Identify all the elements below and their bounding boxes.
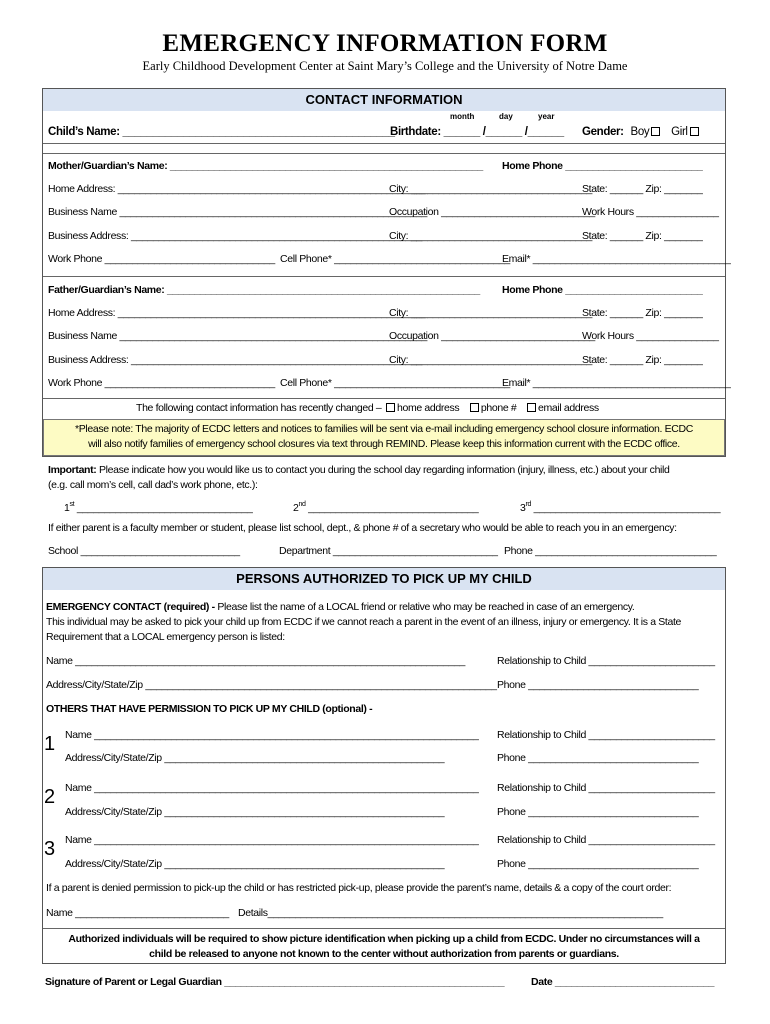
entry-3-relationship-field[interactable]: Relationship to Child _______________________ bbox=[497, 834, 715, 846]
ec-phone-field[interactable]: Phone _______________________________ bbox=[497, 679, 699, 691]
recently-changed-label: The following contact information has recently changed – bbox=[136, 402, 382, 414]
father-home-address-field[interactable]: Home Address: ________________________________________________________ bbox=[48, 307, 426, 319]
gender-field bbox=[582, 126, 701, 138]
mother-work-phone-field[interactable]: Work Phone _______________________________ bbox=[48, 253, 275, 265]
divider bbox=[43, 928, 725, 929]
mother-business-city-field[interactable]: City: _________________________________ bbox=[389, 230, 592, 242]
school-field[interactable]: School _____________________________ bbox=[48, 545, 240, 557]
secretary-phone-field[interactable]: Phone _________________________________ bbox=[504, 545, 717, 557]
emergency-contact-body: Please list the name of a LOCAL friend or relative who may be reached in case of an emergency. bbox=[214, 601, 635, 613]
others-heading: OTHERS THAT HAVE PERMISSION TO PICK UP MY CHILD (optional) - bbox=[46, 703, 373, 715]
second-sup: nd bbox=[298, 501, 306, 508]
mother-home-address-field[interactable]: Home Address: ________________________________________________________ bbox=[48, 183, 426, 195]
father-business-name-field[interactable]: Business Name ________________________________________________________ bbox=[48, 330, 427, 342]
father-business-city-field[interactable]: City: _________________________________ bbox=[389, 354, 592, 366]
entry-1-address-field[interactable]: Address/City/State/Zip ___________________________________________________ bbox=[65, 752, 445, 764]
father-work-phone-field[interactable]: Work Phone _______________________________ bbox=[48, 377, 275, 389]
mother-home-phone-field[interactable]: Home Phone _________________________ bbox=[502, 160, 703, 172]
father-work-hours-field[interactable]: Work Hours _______________ bbox=[582, 330, 719, 342]
email-notice bbox=[43, 419, 725, 456]
first-number: 1 bbox=[64, 502, 70, 514]
home-address-option: home address bbox=[396, 402, 460, 414]
father-business-address-field[interactable]: Business Address: _____________________________________________________ bbox=[48, 354, 422, 366]
contact-preference-1[interactable] bbox=[64, 501, 253, 514]
father-business-state-zip-field[interactable]: State: ______ Zip: _______ bbox=[582, 354, 703, 366]
year-label: year bbox=[538, 112, 555, 121]
denied-instruction: If a parent is denied permission to pick-up the child or has restricted pick-up, please provide the parent’s name, details & a copy of the court order: bbox=[46, 882, 672, 894]
denied-details-field[interactable]: Details________________________________________________________________________ bbox=[238, 907, 663, 919]
emergency-contact-line-3: Requirement that a LOCAL emergency person is listed: bbox=[46, 631, 285, 643]
entry-number: 1 bbox=[44, 733, 56, 755]
boy-checkbox[interactable] bbox=[651, 127, 660, 136]
first-line: ________________________________ bbox=[74, 502, 253, 514]
mother-occupation-field[interactable]: Occupation ____________________________ bbox=[389, 206, 595, 218]
emergency-contact-line-2: This individual may be asked to pick your child up from ECDC if we cannot reach a parent in the event of an illness, injury or emergency. It is a State bbox=[46, 616, 682, 628]
second-number: 2 bbox=[293, 502, 299, 514]
important-body: Please indicate how you would like us to contact you during the school day regarding information (injury, illness, etc.) about your child bbox=[96, 464, 670, 476]
third-line: __________________________________ bbox=[531, 502, 721, 514]
notice-line-1: *Please note: The majority of ECDC letters and notices to families will be sent via e-mail including emergency school closure information. ECDC bbox=[75, 423, 693, 435]
mother-work-hours-field[interactable]: Work Hours _______________ bbox=[582, 206, 719, 218]
notice-line-2: will also notify families of emergency school closures via text through REMIND. Please keep this information current with the ECDC office. bbox=[88, 438, 680, 450]
emergency-contact-label: EMERGENCY CONTACT (required) - bbox=[46, 601, 215, 613]
ec-address-field[interactable]: Address/City/State/Zip ________________________________________________________________ bbox=[46, 679, 497, 691]
gender-label: Gender: bbox=[582, 126, 624, 138]
entry-2-address-field[interactable]: Address/City/State/Zip ___________________________________________________ bbox=[65, 806, 445, 818]
mother-name-field[interactable]: Mother/Guardian’s Name: _________________________________________________________ bbox=[48, 160, 483, 172]
third-sup: rd bbox=[525, 501, 532, 508]
entry-2-phone-field[interactable]: Phone _______________________________ bbox=[497, 806, 699, 818]
department-field[interactable]: Department ______________________________ bbox=[279, 545, 498, 557]
father-state-zip-field[interactable]: State: ______ Zip: _______ bbox=[582, 307, 703, 319]
signature-field[interactable]: Signature of Parent or Legal Guardian ___________________________________________________ bbox=[45, 976, 505, 988]
first-sup: st bbox=[69, 501, 75, 508]
entry-2-relationship-field[interactable]: Relationship to Child _______________________ bbox=[497, 782, 715, 794]
mother-business-address-field[interactable]: Business Address: _____________________________________________________ bbox=[48, 230, 422, 242]
home-address-checkbox[interactable] bbox=[386, 403, 395, 412]
important-text-line-2: (e.g. call mom’s cell, call dad’s work phone, etc.): bbox=[48, 479, 258, 491]
mother-cell-phone-field[interactable]: Cell Phone* ________________________________ bbox=[280, 253, 510, 265]
birthdate-field[interactable]: Birthdate: ______ /______ /______ bbox=[390, 126, 564, 138]
ec-name-field[interactable]: Name _______________________________________________________________________ bbox=[46, 655, 465, 667]
authorization-notice-line-1: Authorized individuals will be required to show picture identification when picking up a child from ECDC. Under no circumstances will a bbox=[68, 933, 700, 945]
date-field[interactable]: Date _____________________________ bbox=[531, 976, 715, 988]
second-line: _______________________________ bbox=[305, 502, 479, 514]
emergency-contact-text bbox=[46, 601, 634, 613]
father-city-field[interactable]: City: _________________________________ bbox=[389, 307, 592, 319]
day-label: day bbox=[499, 112, 513, 121]
entry-2-name-field[interactable]: Name ______________________________________________________________________ bbox=[65, 782, 479, 794]
contact-preference-3[interactable] bbox=[520, 501, 720, 514]
phone-option: phone # bbox=[480, 402, 517, 414]
girl-checkbox[interactable] bbox=[690, 127, 699, 136]
email-option: email address bbox=[537, 402, 599, 414]
pickup-header: PERSONS AUTHORIZED TO PICK UP MY CHILD bbox=[43, 568, 725, 590]
phone-checkbox[interactable] bbox=[470, 403, 479, 412]
ec-relationship-field[interactable]: Relationship to Child _______________________ bbox=[497, 655, 715, 667]
important-label: Important: bbox=[48, 464, 97, 476]
form-title: EMERGENCY INFORMATION FORM bbox=[162, 30, 608, 57]
entry-3-name-field[interactable]: Name ______________________________________________________________________ bbox=[65, 834, 479, 846]
mother-business-state-zip-field[interactable]: State: ______ Zip: _______ bbox=[582, 230, 703, 242]
mother-state-zip-field[interactable]: State: ______ Zip: _______ bbox=[582, 183, 703, 195]
mother-city-field[interactable]: City: _________________________________ bbox=[389, 183, 592, 195]
father-email-field[interactable]: Email* ____________________________________ bbox=[502, 377, 731, 389]
entry-3-phone-field[interactable]: Phone _______________________________ bbox=[497, 858, 699, 870]
email-checkbox[interactable] bbox=[527, 403, 536, 412]
third-number: 3 bbox=[520, 502, 526, 514]
entry-number: 2 bbox=[44, 786, 56, 808]
contact-preference-2[interactable] bbox=[293, 501, 478, 514]
contact-header: CONTACT INFORMATION bbox=[43, 89, 725, 111]
divider bbox=[43, 398, 725, 399]
child-name-field[interactable]: Child’s Name: _____________________________________________ bbox=[48, 126, 395, 138]
divider bbox=[43, 276, 725, 277]
father-cell-phone-field[interactable]: Cell Phone* ________________________________ bbox=[280, 377, 510, 389]
father-home-phone-field[interactable]: Home Phone _________________________ bbox=[502, 284, 703, 296]
denied-name-field[interactable]: Name ____________________________ bbox=[46, 907, 229, 919]
mother-email-field[interactable]: Email* ____________________________________ bbox=[502, 253, 731, 265]
entry-1-relationship-field[interactable]: Relationship to Child _______________________ bbox=[497, 729, 715, 741]
authorization-notice-line-2: child be released to anyone not known to the center without authorization from parents or guardians. bbox=[149, 948, 619, 960]
entry-1-name-field[interactable]: Name ______________________________________________________________________ bbox=[65, 729, 479, 741]
girl-label: Girl bbox=[671, 126, 688, 138]
month-label: month bbox=[450, 112, 475, 121]
father-name-field[interactable]: Father/Guardian’s Name: _________________________________________________________ bbox=[48, 284, 480, 296]
divider bbox=[43, 143, 725, 144]
boy-label: Boy bbox=[630, 126, 650, 138]
form-subtitle: Early Childhood Development Center at Saint Mary’s College and the University of Notre Dame bbox=[142, 59, 628, 73]
recently-changed-row bbox=[136, 402, 599, 414]
entry-number: 3 bbox=[44, 838, 56, 860]
important-text bbox=[48, 464, 670, 476]
faculty-instruction: If either parent is a faculty member or student, please list school, dept., & phone # of a secretary who would be able to reach you in an emergency: bbox=[48, 522, 677, 534]
entry-3-address-field[interactable]: Address/City/State/Zip ___________________________________________________ bbox=[65, 858, 445, 870]
mother-business-name-field[interactable]: Business Name ________________________________________________________ bbox=[48, 206, 427, 218]
father-occupation-field[interactable]: Occupation ____________________________ bbox=[389, 330, 595, 342]
entry-1-phone-field[interactable]: Phone _______________________________ bbox=[497, 752, 699, 764]
divider bbox=[43, 153, 725, 154]
